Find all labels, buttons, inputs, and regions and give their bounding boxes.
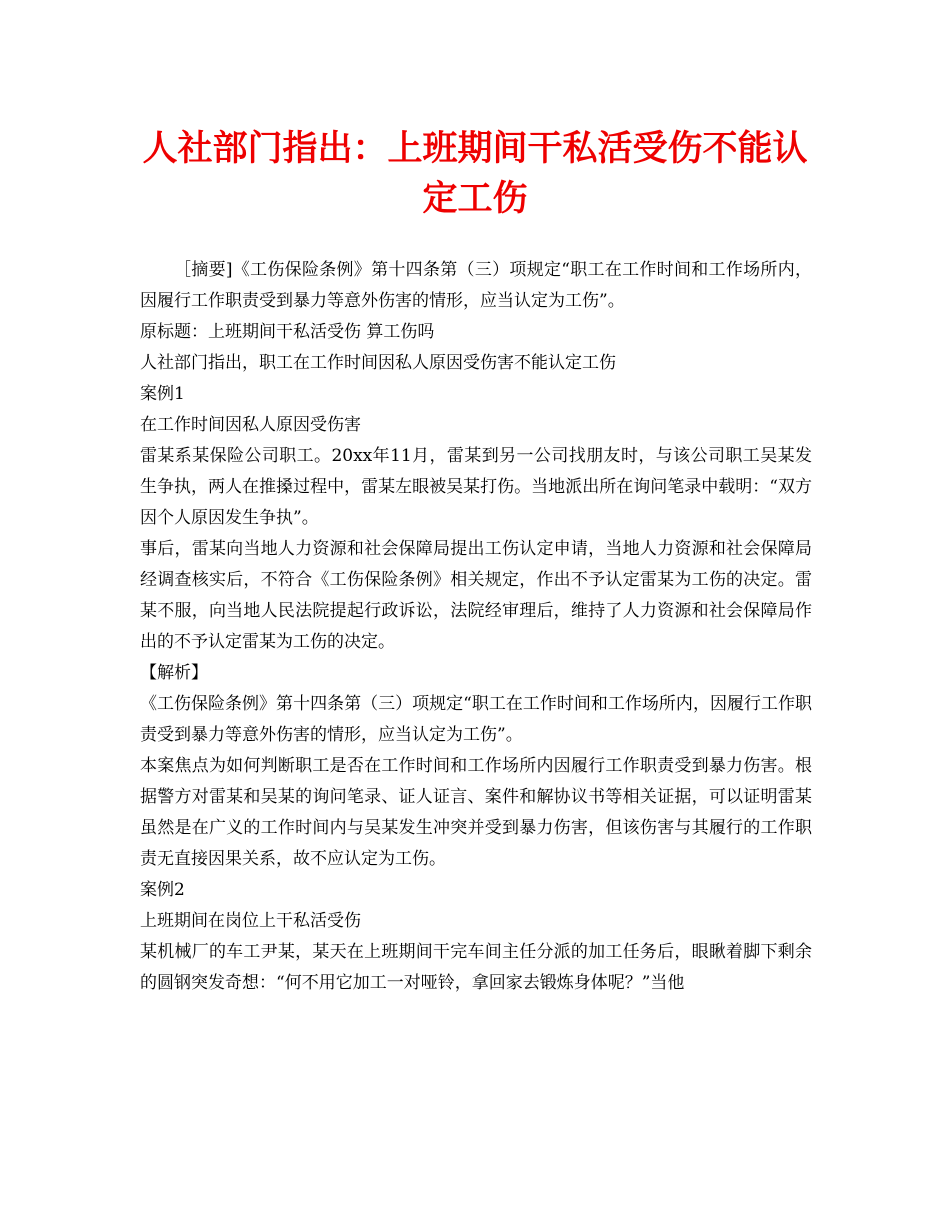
paragraph-case-1-outcome: 事后，雷某向当地人力资源和社会保障局提出工伤认定申请，当地人力资源和社会保障局经调查核实后，不符合《工伤保险条例》相关规定，作出不予认定雷某为工伤的决定。雷某不服，向当地人民法院提起行政诉讼，法院经审理后，维持了人力资源和社会保障局作出的不予认定雷某为工伤的决定。 [140, 539, 812, 652]
paragraph-case-1-heading: 案例1 [140, 384, 185, 404]
document-title: 人社部门指出：上班期间干私活受伤不能认定工伤 [142, 129, 808, 219]
document-body [140, 255, 812, 999]
paragraph-case-2-heading: 案例2 [140, 880, 185, 900]
paragraph-case-1-facts: 雷某系某保险公司职工。20xx年11月，雷某到另一公司找朋友时，与该公司职工吴某发生争执，两人在推搡过程中，雷某左眼被吴某打伤。当地派出所在询问笔录中载明：“双方因个人原因发生争执”。 [140, 446, 812, 528]
paragraph-analysis-regulation: 《工伤保险条例》第十四条第（三）项规定“职工在工作时间和工作场所内，因履行工作职责受到暴力等意外伤害的情形，应当认定为工伤”。 [140, 694, 812, 745]
paragraph-analysis-reasoning: 本案焦点为如何判断职工是否在工作时间和工作场所内因履行工作职责受到暴力伤害。根据警方对雷某和吴某的询问笔录、证人证言、案件和解协议书等相关证据，可以证明雷某虽然是在广义的工作时间内与吴某发生冲突并受到暴力伤害，但该伤害与其履行的工作职责无直接因果关系，故不应认定为工伤。 [140, 756, 812, 869]
paragraph-lead: 人社部门指出，职工在工作时间因私人原因受伤害不能认定工伤 [140, 353, 616, 373]
paragraph-analysis-heading: 【解析】 [140, 663, 208, 683]
paragraph-case-2-facts: 某机械厂的车工尹某，某天在上班期间干完车间主任分派的加工任务后，眼瞅着脚下剩余的圆钢突发奇想：“何不用它加工一对哑铃，拿回家去锻炼身体呢？”当他 [140, 942, 812, 993]
paragraph-original-title: 原标题：上班期间干私活受伤 算工伤吗 [140, 322, 435, 342]
paragraph-case-2-subheading: 上班期间在岗位上干私活受伤 [140, 911, 361, 931]
paragraph-case-1-subheading: 在工作时间因私人原因受伤害 [140, 415, 361, 435]
paragraph-abstract: ［摘要]《工伤保险条例》第十四条第（三）项规定“职工在工作时间和工作场所内，因履行工作职责受到暴力等意外伤害的情形，应当认定为工伤”。 [140, 260, 812, 311]
